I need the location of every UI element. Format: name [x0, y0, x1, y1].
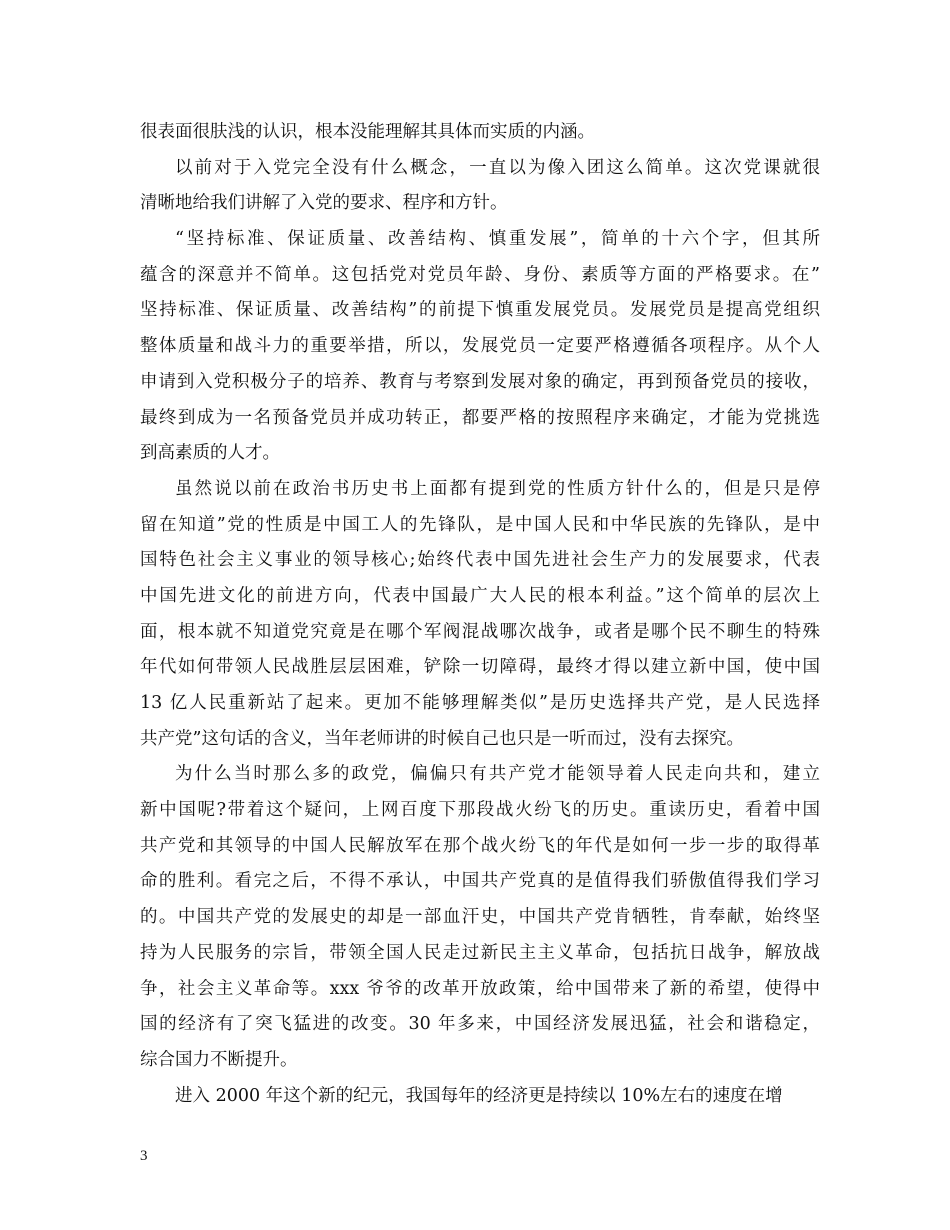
text-line: 综合国力不断提升。 — [140, 1049, 298, 1070]
paragraph — [140, 757, 820, 1078]
text-line: 虽然说以前在政治书历史书上面都有提到党的性质方针什么的，但是只是停 — [175, 478, 820, 499]
text-line: 国特色社会主义事业的领导核心;始终代表中国先进社会生产力的发展要求，代表 — [140, 550, 820, 571]
text-line: 共产党”这句话的含义，当年老师讲的时候自己也只是一听而过，没有去探究。 — [140, 728, 744, 749]
paragraph — [140, 472, 820, 758]
paragraph — [140, 222, 820, 472]
text-line: 进入 2000 年这个新的纪元，我国每年的经济更是持续以 10%左右的速度在增 — [175, 1085, 783, 1106]
text-line: 最终到成为一名预备党员并成功转正，都要严格的按照程序来确定，才能为党挑选 — [140, 407, 820, 428]
text-line: 申请到入党积极分子的培养、教育与考察到发展对象的确定，再到预备党员的接收， — [140, 371, 820, 392]
text-line: 争，社会主义革命等。xxx 爷爷的改革开放政策，给中国带来了新的希望，使得中 — [140, 978, 820, 999]
text-line: 为什么当时那么多的政党，偏偏只有共产党才能领导着人民走向共和，建立 — [175, 764, 820, 785]
text-line: 很表面很肤浅的认识，根本没能理解其具体而实质的内涵。 — [140, 122, 595, 142]
text-line: “坚持标准、保证质量、改善结构、慎重发展”，简单的十六个字，但其所 — [175, 229, 820, 250]
text-line: 面，根本就不知道党究竟是在哪个军阀混战哪次战争，或者是哪个民不聊生的特殊 — [140, 621, 820, 642]
text-line: 蕴含的深意并不简单。这包括党对党员年龄、身份、素质等方面的严格要求。在” — [140, 264, 820, 285]
paragraph — [140, 115, 820, 151]
text-line: 的。中国共产党的发展史的却是一部血汗史，中国共产党肯牺牲，肯奉献，始终坚 — [140, 907, 820, 928]
text-line: 年代如何带领人民战胜层层困难，铲除一切障碍，最终才得以建立新中国，使中国 — [140, 657, 820, 678]
text-line: 整体质量和战斗力的重要举措，所以，发展党员一定要严格遵循各项程序。从个人 — [140, 336, 820, 357]
text-line: 坚持标准、保证质量、改善结构”的前提下慎重发展党员。发展党员是提高党组织 — [140, 300, 820, 321]
text-line: 留在知道”党的性质是中国工人的先锋队，是中国人民和中华民族的先锋队，是中 — [140, 514, 820, 535]
text-line: 命的胜利。看完之后，不得不承认，中国共产党真的是值得我们骄傲值得我们学习 — [140, 871, 820, 892]
paragraph — [140, 1079, 820, 1115]
document-body — [140, 115, 820, 1114]
paragraph — [140, 151, 820, 222]
text-line: 到高素质的人才。 — [140, 443, 280, 464]
text-line: 以前对于入党完全没有什么概念，一直以为像入团这么简单。这次党课就很 — [175, 157, 820, 178]
text-line: 13 亿人民重新站了起来。更加不能够理解类似”是历史选择共产党，是人民选择 — [140, 693, 820, 713]
text-line: 国的经济有了突飞猛进的改变。30 年多来，中国经济发展迅猛，社会和谐稳定， — [140, 1014, 820, 1035]
text-line: 持为人民服务的宗旨，带领全国人民走过新民主主义革命，包括抗日战争，解放战 — [140, 942, 820, 963]
text-line: 清晰地给我们讲解了入党的要求、程序和方针。 — [140, 193, 508, 214]
text-line: 新中国呢?带着这个疑问，上网百度下那段战火纷飞的历史。重读历史，看着中国 — [140, 800, 820, 821]
page-number: 3 — [140, 1148, 148, 1164]
text-line: 中国先进文化的前进方向，代表中国最广大人民的根本利益。”这个简单的层次上 — [140, 585, 820, 606]
text-line: 共产党和其领导的中国人民解放军在那个战火纷飞的年代是如何一步一步的取得革 — [140, 835, 820, 856]
